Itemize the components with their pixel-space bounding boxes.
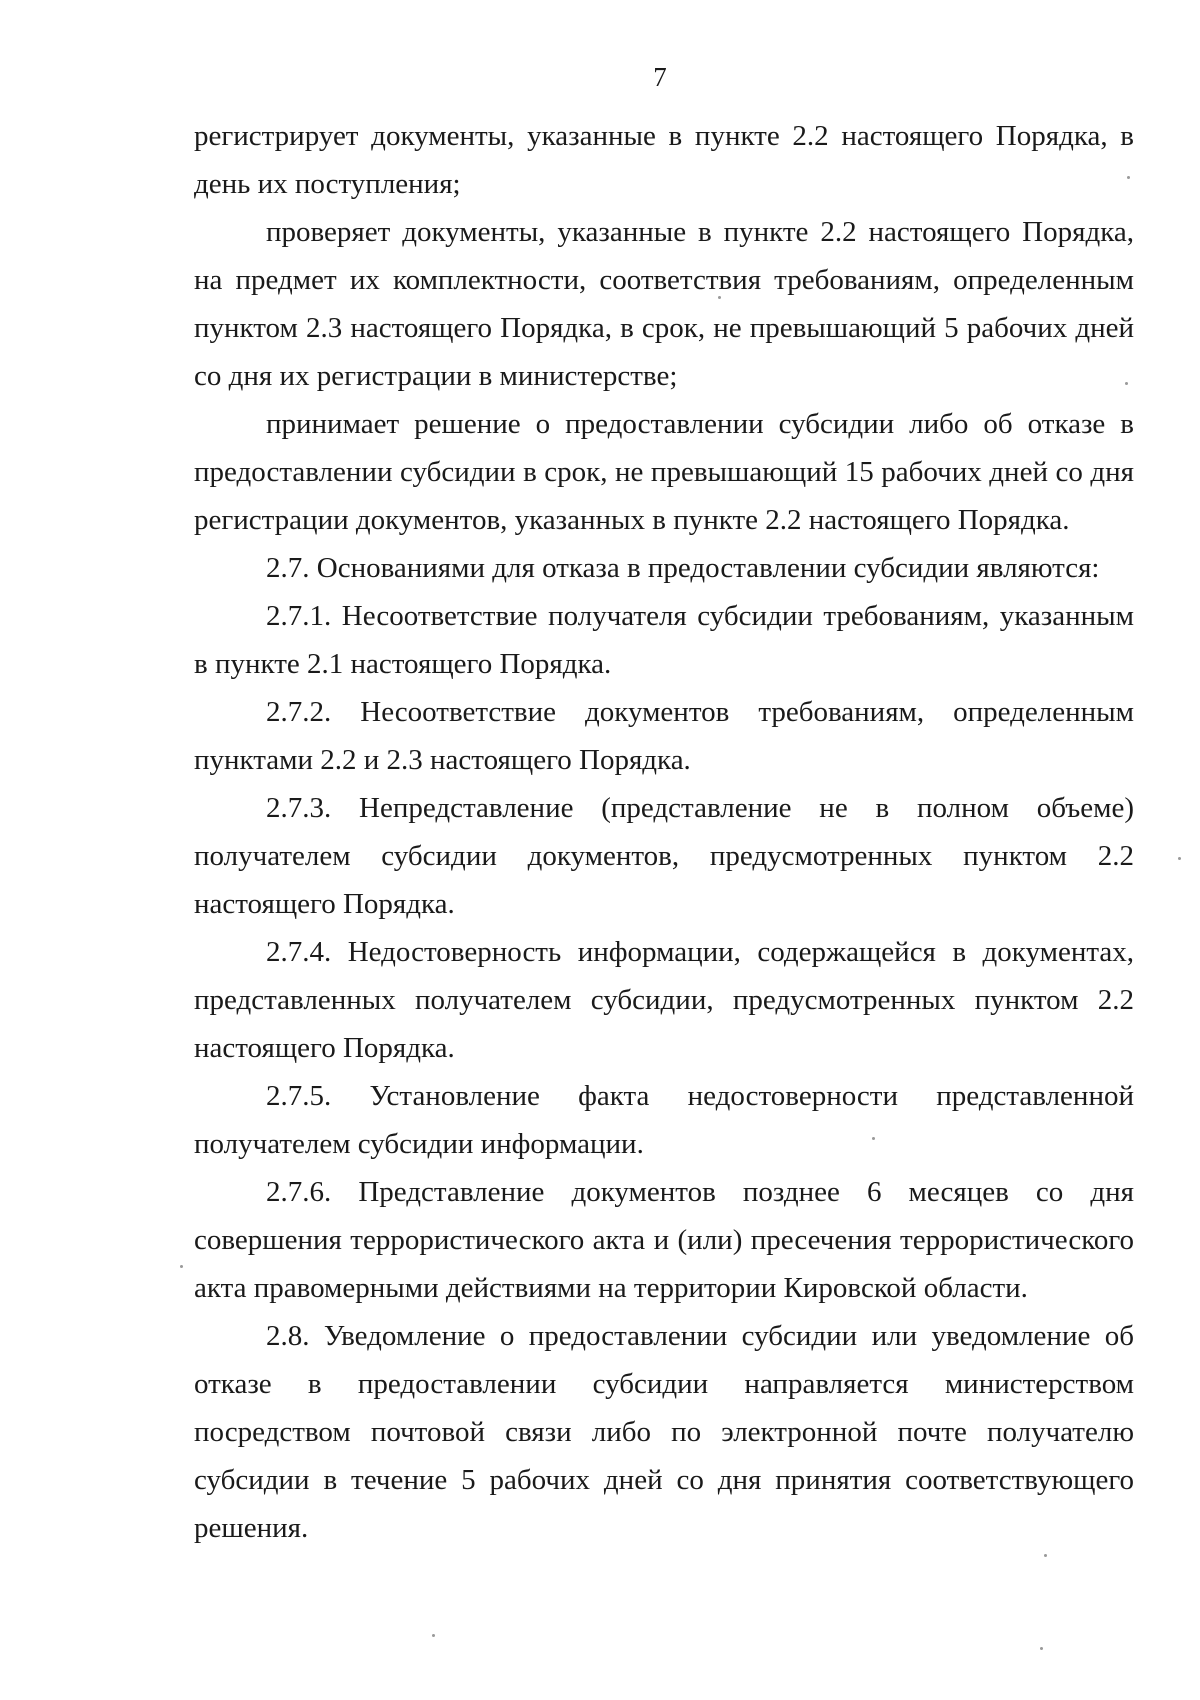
- scan-speck: [1044, 1554, 1047, 1557]
- paragraph: проверяет документы, указанные в пункте 2.2 настоящего Порядка, на предмет их комплектности, соответствия требованиям, определенным пунктом 2.3 настоящего Порядка, в срок, не превышающий 5 рабочих дней со дня их регистрации в министерстве;: [194, 216, 1134, 392]
- page-number: 7: [653, 62, 667, 92]
- scan-speck: [432, 1634, 435, 1637]
- scan-speck: [1178, 857, 1181, 860]
- paragraph: 2.7.6. Представление документов позднее 6 месяцев со дня совершения террористического акта и (или) пресечения террористического акта правомерными действиями на территории Кировской области.: [194, 1176, 1134, 1304]
- scan-speck: [1125, 382, 1128, 385]
- scan-speck: [872, 1137, 875, 1140]
- paragraph: 2.7.3. Непредставление (представление не в полном объеме) получателем субсидии документов, предусмотренных пунктом 2.2 настоящего Порядка.: [194, 792, 1134, 920]
- paragraph: 2.7.2. Несоответствие документов требованиям, определенным пунктами 2.2 и 2.3 настоящего Порядка.: [194, 696, 1134, 776]
- document-body: [194, 112, 1134, 1552]
- paragraph: принимает решение о предоставлении субсидии либо об отказе в предоставлении субсидии в срок, не превышающий 15 рабочих дней со дня регистрации документов, указанных в пункте 2.2 настоящего Порядка.: [194, 408, 1134, 536]
- paragraph: регистрирует документы, указанные в пункте 2.2 настоящего Порядка, в день их поступления;: [194, 120, 1134, 200]
- paragraph: 2.8. Уведомление о предоставлении субсидии или уведомление об отказе в предоставлении субсидии направляется министерством посредством почтовой связи либо по электронной почте получателю субсидии в течение 5 рабочих дней со дня принятия соответствующего решения.: [194, 1320, 1134, 1544]
- scan-speck: [718, 296, 721, 299]
- scan-speck: [1127, 176, 1130, 179]
- scan-speck: [1040, 1647, 1043, 1650]
- paragraph: 2.7. Основаниями для отказа в предоставлении субсидии являются:: [266, 552, 1100, 584]
- paragraph: 2.7.4. Недостоверность информации, содержащейся в документах, представленных получателем субсидии, предусмотренных пунктом 2.2 настоящего Порядка.: [194, 936, 1134, 1064]
- scan-speck: [180, 1265, 183, 1268]
- paragraph: 2.7.5. Установление факта недостоверности представленной получателем субсидии информации.: [194, 1080, 1134, 1160]
- paragraph: 2.7.1. Несоответствие получателя субсидии требованиям, указанным в пункте 2.1 настоящего Порядка.: [194, 600, 1134, 680]
